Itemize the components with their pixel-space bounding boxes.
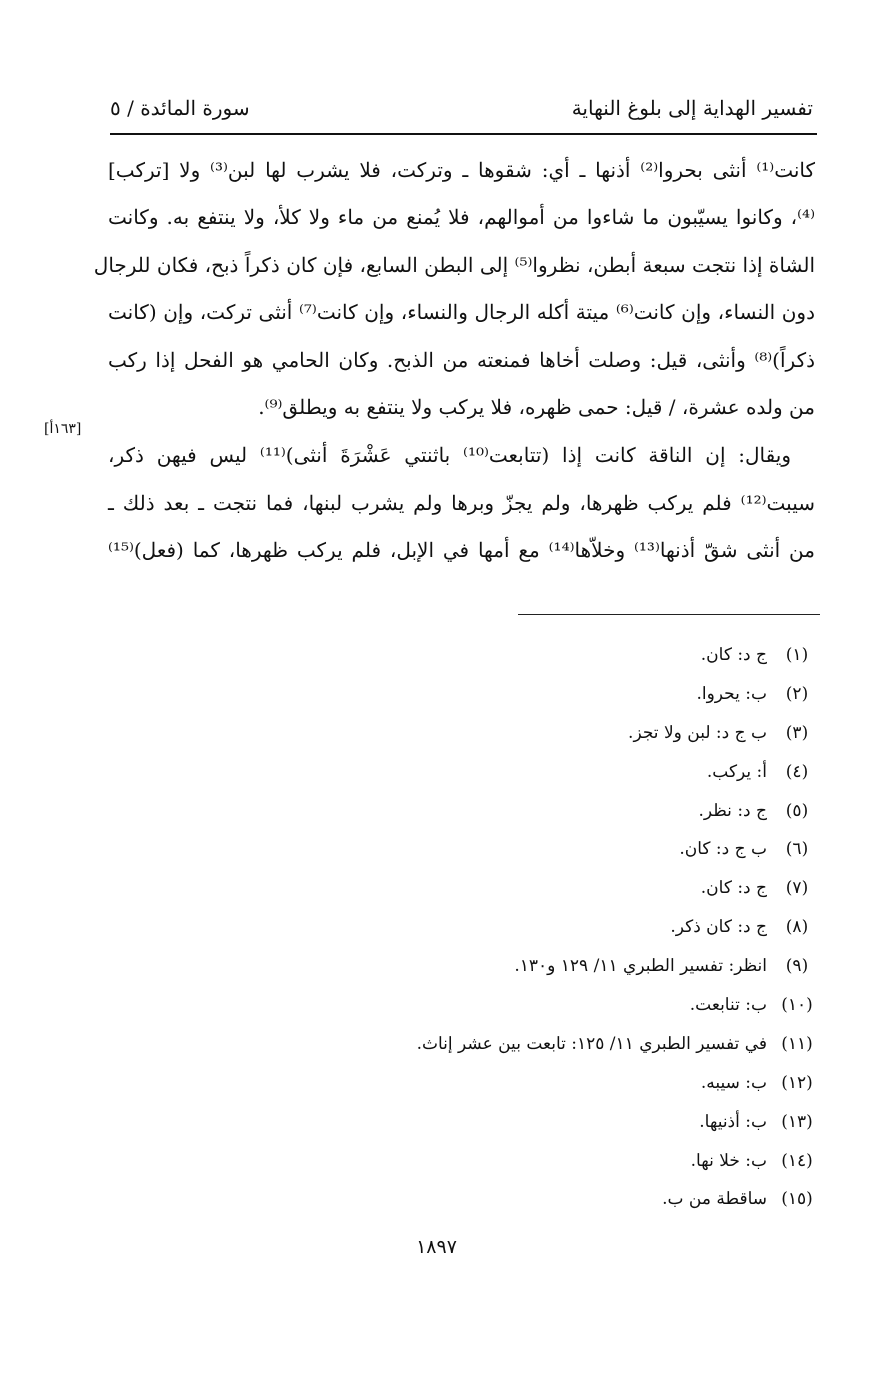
footnote-number: (٥): [785, 800, 809, 821]
footnote-number: (٨): [785, 917, 809, 938]
body-line-paragraph-end: من ولده عشرة، / قيل: حمى ظهره، فلا يركب ولا ينتفع به ويطلق⁽⁹⁾.: [258, 395, 815, 419]
footnote-text: ج د: كان.: [700, 878, 767, 899]
body-line-paragraph-start: ويقال: إن الناقة كانت إذا (تتابعت⁽¹⁰⁾ باثنتي عَشْرَةَ أنثى)⁽¹¹⁾ ليس فيهن ذكر،: [108, 443, 791, 467]
footnote-number: (١١): [781, 1033, 813, 1054]
footnote-item: [181, 947, 821, 986]
footnote-text: ب ج د: لبن ولا تجز.: [628, 722, 767, 743]
body-line: ⁽⁴⁾، وكانوا يسيّبون ما شاءوا من أموالهم، فلا يُمنع من ماء ولا كلأ، ولا ينتفع به. وكانت: [108, 205, 815, 229]
footnote-text: في تفسير الطبري ١١/ ١٢٥: تابعت بين عشر إناث.: [416, 1033, 767, 1054]
footnote-text: انظر: تفسير الطبري ١١/ ١٢٩ و١٣٠.: [514, 956, 767, 977]
footnote-divider: [518, 614, 820, 615]
footnote-item: [181, 986, 821, 1025]
footnote-text: ب: تنابعت.: [689, 995, 767, 1016]
footnote-text: ب: خلا نها.: [690, 1150, 767, 1171]
footnote-item: [181, 1103, 821, 1142]
footnote-item: [181, 636, 821, 675]
running-header-surah: سورة المائدة / ٥: [110, 96, 250, 120]
body-line: ذكراً)⁽⁸⁾ وأنثى، قيل: وصلت أخاها فمنعته من الذبح. وكان الحامي هو الفحل إذا ركب: [108, 348, 815, 372]
footnote-text: ج د: كان ذكر.: [670, 917, 767, 938]
body-line: سيبت⁽¹²⁾ فلم يركب ظهرها، ولم يجزّ وبرها ولم يشرب لبنها، فما نتجت ـ بعد ذلك ـ: [108, 491, 815, 515]
footnote-item: [181, 675, 821, 714]
footnote-number: (١٥): [781, 1189, 813, 1210]
body-line: الشاة إذا نتجت سبعة أبطن، نظروا⁽⁵⁾ إلى البطن السابع، فإن كان ذكراً ذبح، فكان للرجال: [93, 253, 815, 277]
footnote-number: (٩): [785, 956, 809, 977]
footnote-number: (٦): [785, 839, 809, 860]
footnote-item: [181, 869, 821, 908]
footnote-text: ج د: كان.: [700, 645, 767, 665]
footnote-text: أ: يركب.: [706, 761, 767, 782]
footnote-number: (٤): [785, 761, 809, 782]
footnote-number: (٢): [785, 683, 809, 704]
footnote-item: [181, 753, 821, 792]
body-line: كانت⁽¹⁾ أنثى بحروا⁽²⁾ أذنها ـ أي: شقوها ـ وتركت، فلا يشرب لها لبن⁽³⁾ ولا [تركب]: [108, 158, 816, 182]
footnote-number: (١٣): [781, 1111, 813, 1132]
footnote-item: [181, 1025, 821, 1064]
footnote-item: [181, 1142, 821, 1181]
footnote-text: ب: يحروا.: [696, 683, 767, 704]
footnote-number: (١): [785, 645, 809, 665]
running-header-book-title: تفسير الهداية إلى بلوغ النهاية: [571, 96, 813, 120]
footnote-number: (١٠): [781, 995, 813, 1016]
manuscript-folio-marker: [١٦٣أ]: [44, 421, 82, 437]
body-line: من أنثى شقّ أذنها⁽¹³⁾ وخلاّها⁽¹⁴⁾ مع أمها في الإبل، فلم يركب ظهرها، كما (فعل)⁽¹⁵⁾: [108, 538, 815, 562]
footnote-number: (١٢): [781, 1072, 813, 1093]
footnotes-list: [181, 636, 821, 1219]
footnote-item: [181, 1180, 821, 1219]
footnote-item: [181, 714, 821, 753]
footnote-number: (٧): [785, 878, 809, 899]
footnote-text: ب: سيبه.: [700, 1072, 767, 1093]
footnote-item: [181, 1064, 821, 1103]
footnote-text: ب: أذنيها.: [699, 1111, 767, 1132]
footnote-item: [181, 792, 821, 831]
footnote-item: [181, 908, 821, 947]
page-number: ١٨٩٧: [416, 1236, 457, 1258]
footnote-number: (١٤): [781, 1150, 813, 1171]
header-divider: [110, 133, 817, 135]
footnote-number: (٣): [785, 722, 809, 743]
footnote-text: ساقطة من ب.: [662, 1189, 767, 1210]
body-line: دون النساء، وإن كانت⁽⁶⁾ ميتة أكله الرجال والنساء، وإن كانت⁽⁷⁾ أنثى تركت، وإن (كانت: [108, 300, 815, 324]
footnote-text: ب ج د: كان.: [679, 839, 767, 860]
footnote-text: ج د: نظر.: [698, 800, 767, 821]
footnote-item: [181, 830, 821, 869]
